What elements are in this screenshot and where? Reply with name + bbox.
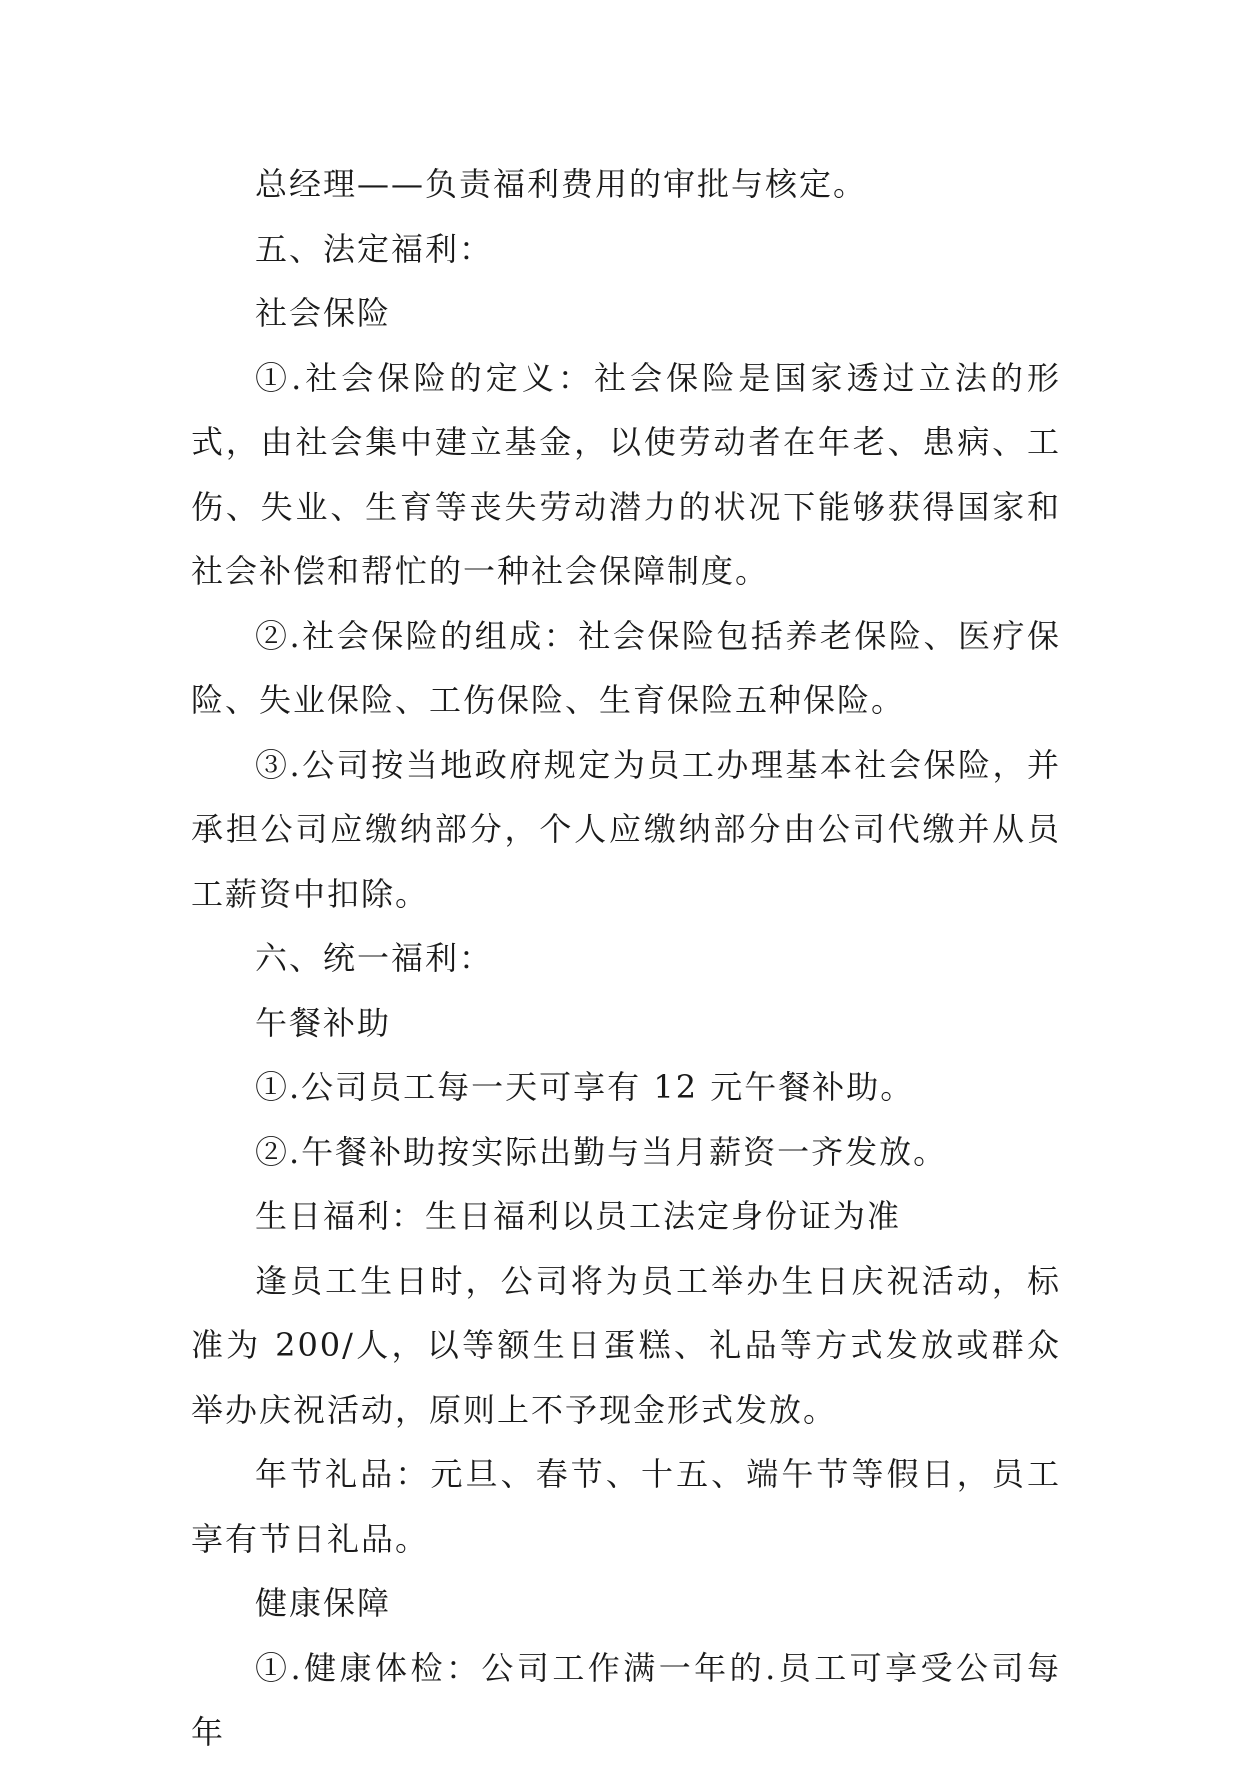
paragraph-health-checkup: ①.健康体检：公司工作满一年的.员工可享受公司每年	[191, 1648, 1061, 1751]
section-heading-statutory-benefits: 五、法定福利：	[255, 229, 494, 268]
document-body	[191, 152, 1061, 1765]
paragraph-general-manager: 总经理——负责福利费用的审批与核定。	[255, 165, 868, 203]
paragraph-social-insurance-definition: ①.社会保险的定义：社会保险是国家透过立法的形式，由社会集中建立基金，以使劳动者在年老、患病、工伤、失业、生育等丧失劳动潜力的状况下能够获得国家和社会补偿和帮忙的一种社会保障制度。	[191, 358, 1061, 590]
paragraph-birthday-benefit: 生日福利：生日福利以员工法定身份证为准	[255, 1197, 902, 1235]
paragraph-lunch-subsidy-amount: ①.公司员工每一天可享有 12 元午餐补助。	[255, 1068, 915, 1106]
subheading-health-protection: 健康保障	[255, 1584, 392, 1622]
section-heading-unified-benefits: 六、统一福利：	[255, 939, 494, 977]
paragraph-holiday-gifts: 年节礼品：元旦、春节、十五、端午节等假日，员工享有节日礼品。	[191, 1455, 1061, 1558]
paragraph-lunch-subsidy-payment: ②.午餐补助按实际出勤与当月薪资一齐发放。	[255, 1132, 948, 1171]
paragraph-birthday-celebration: 逢员工生日时，公司将为员工举办生日庆祝活动，标准为 200/人，以等额生日蛋糕、礼品等方式发放或群众举办庆祝活动，原则上不予现金形式发放。	[191, 1261, 1061, 1429]
paragraph-social-insurance-payment: ③.公司按当地政府规定为员工办理基本社会保险，并承担公司应缴纳部分，个人应缴纳部分由公司代缴并从员工薪资中扣除。	[191, 745, 1061, 913]
paragraph-social-insurance-composition: ②.社会保险的组成：社会保险包括养老保险、医疗保险、失业保险、工伤保险、生育保险五种保险。	[191, 616, 1061, 719]
subheading-lunch-subsidy: 午餐补助	[255, 1003, 392, 1042]
subheading-social-insurance: 社会保险	[255, 294, 392, 332]
